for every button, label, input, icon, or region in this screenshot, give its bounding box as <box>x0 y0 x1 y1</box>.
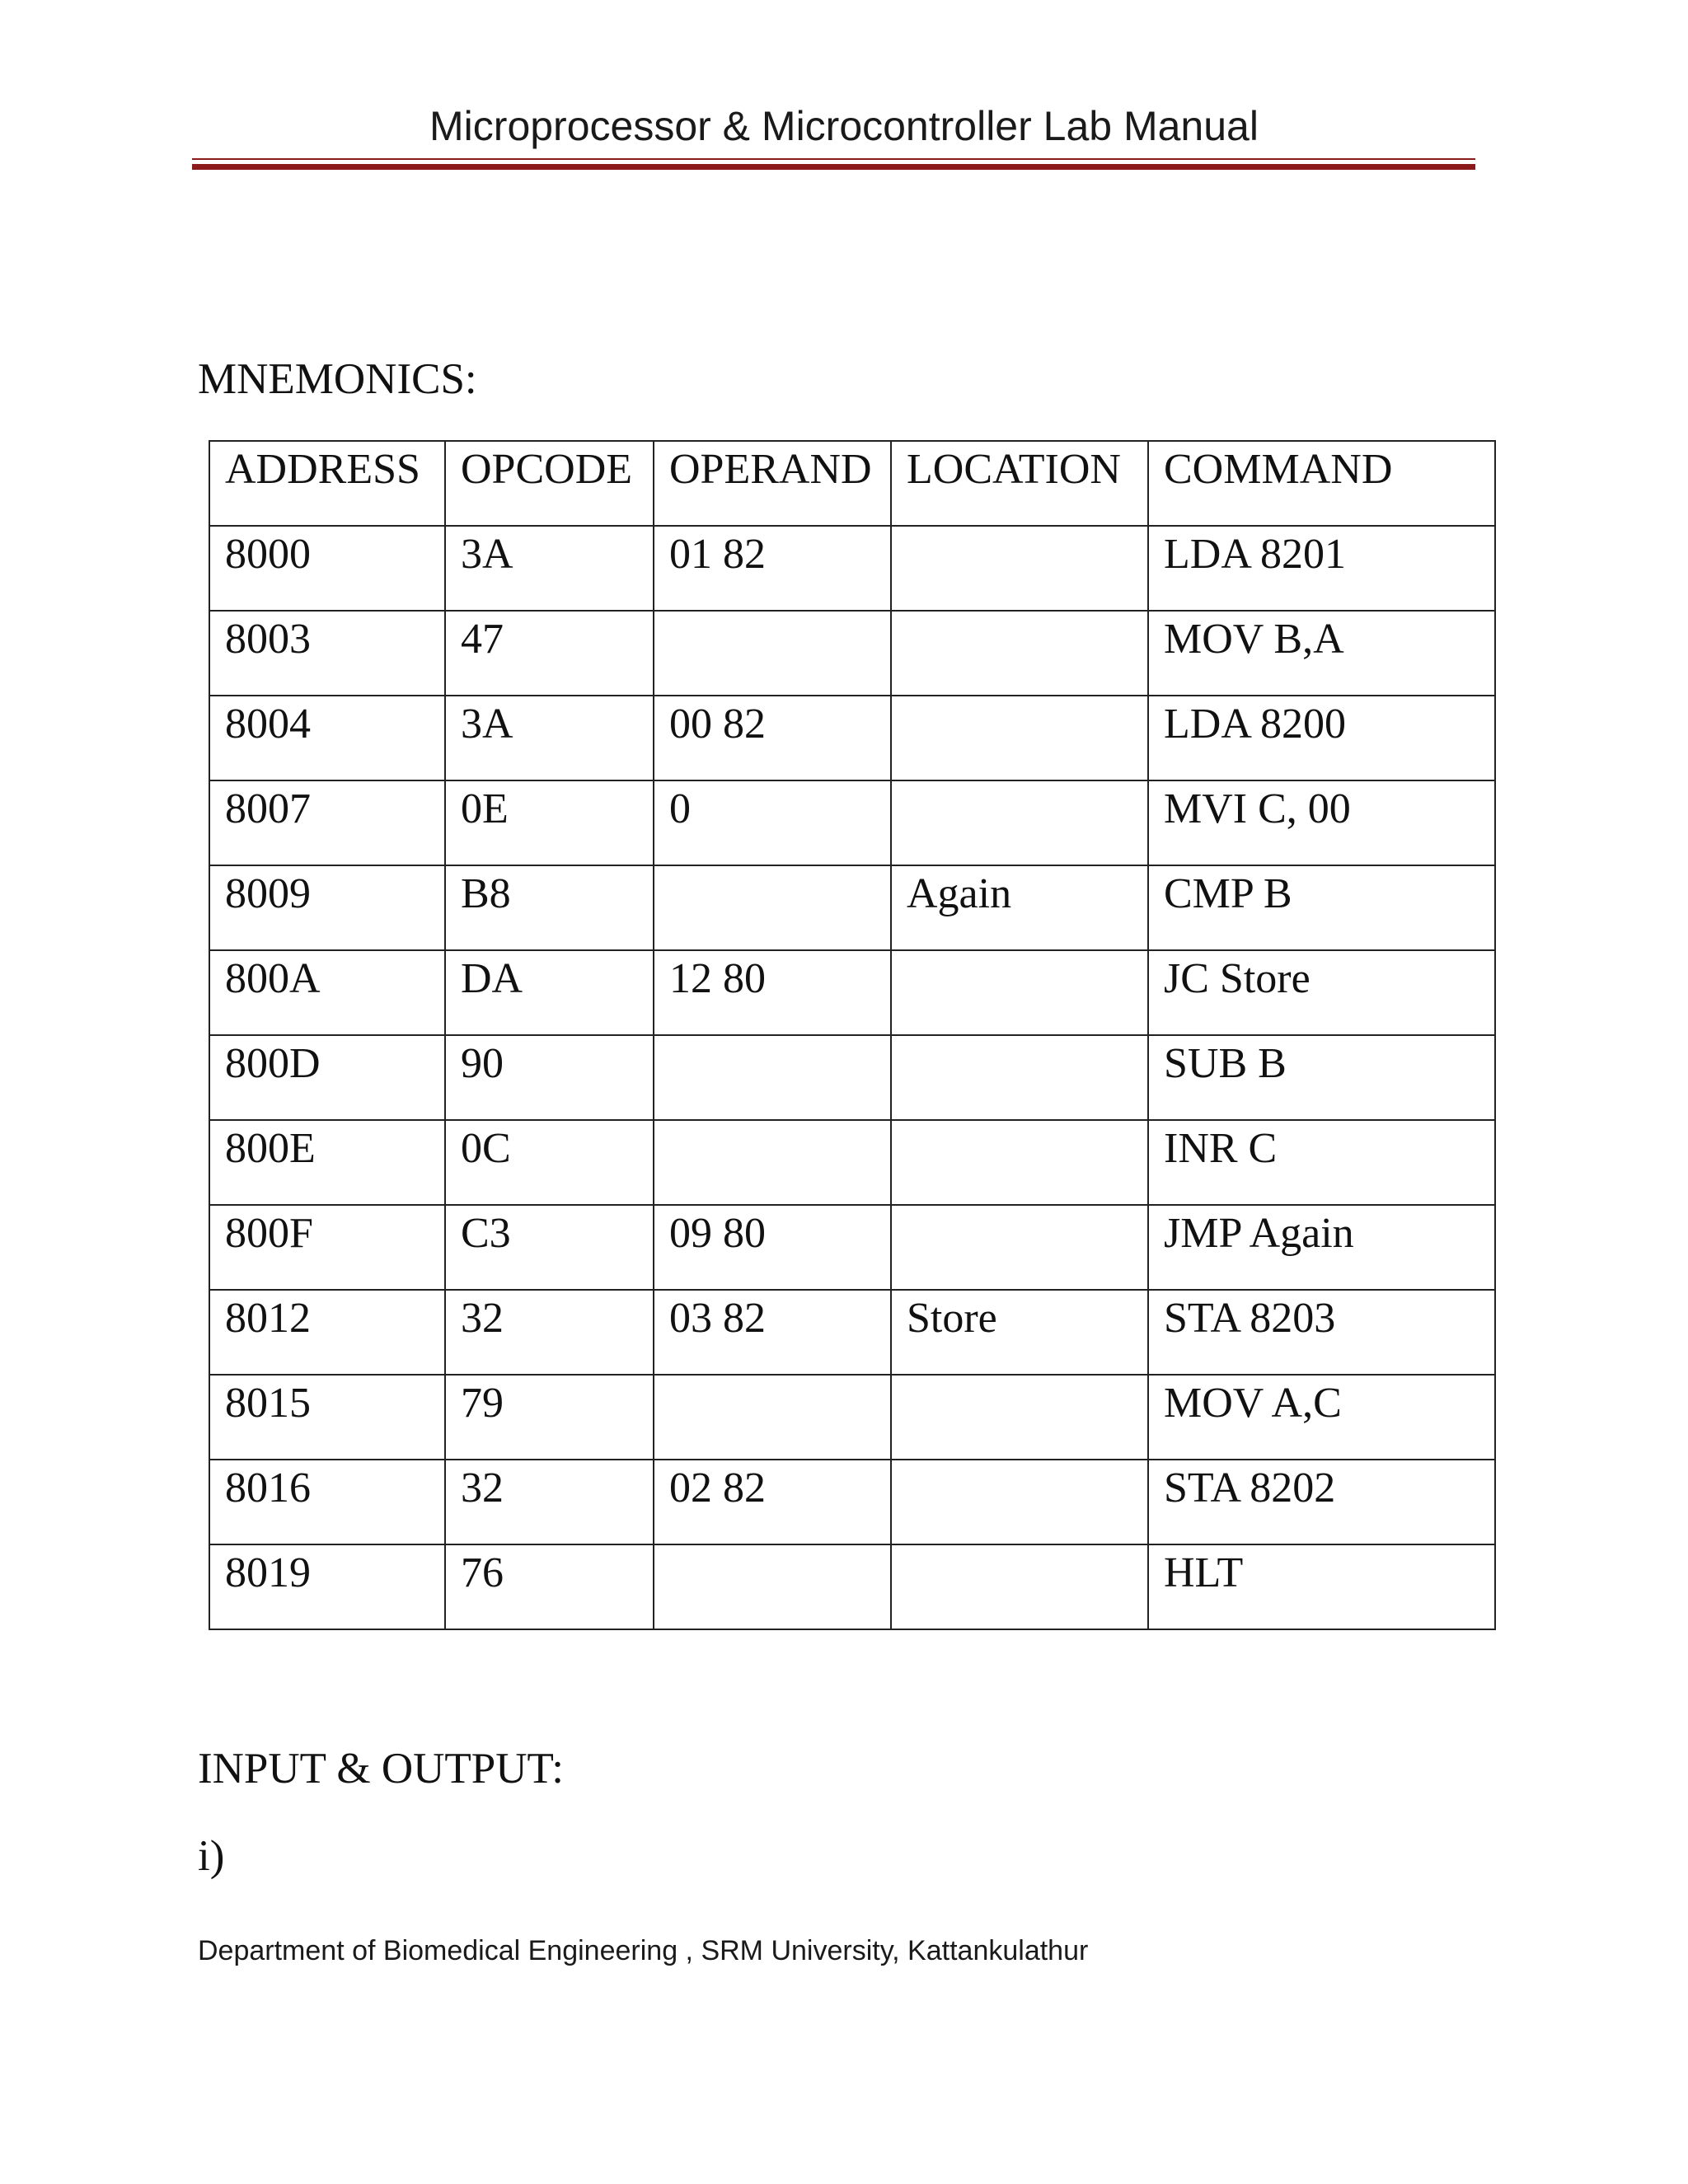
input-output-heading: INPUT & OUTPUT: <box>198 1745 564 1793</box>
cell-command: STA 8202 <box>1148 1460 1495 1544</box>
cell-command: MVI C, 00 <box>1148 780 1495 865</box>
table-body <box>209 526 1495 1629</box>
table-row <box>209 1375 1495 1460</box>
cell-operand <box>654 1120 891 1205</box>
cell-location <box>891 1120 1148 1205</box>
table-row <box>209 1120 1495 1205</box>
cell-address: 8000 <box>209 526 445 611</box>
table-row <box>209 865 1495 950</box>
cell-location <box>891 1544 1148 1629</box>
column-header-operand: OPERAND <box>654 441 891 526</box>
cell-command: CMP B <box>1148 865 1495 950</box>
mnemonics-heading: MNEMONICS: <box>198 355 477 403</box>
cell-location <box>891 950 1148 1035</box>
table-row <box>209 526 1495 611</box>
cell-opcode: 47 <box>445 611 654 696</box>
cell-address: 8007 <box>209 780 445 865</box>
io-item-label: i) <box>198 1832 225 1880</box>
cell-location: Store <box>891 1290 1148 1375</box>
cell-operand <box>654 611 891 696</box>
cell-command: LDA 8200 <box>1148 696 1495 780</box>
cell-opcode: 3A <box>445 696 654 780</box>
cell-operand <box>654 1035 891 1120</box>
cell-address: 8003 <box>209 611 445 696</box>
table-row <box>209 1035 1495 1120</box>
header-rule-thin <box>192 158 1475 160</box>
cell-operand: 0 <box>654 780 891 865</box>
cell-operand: 09 80 <box>654 1205 891 1290</box>
cell-opcode: DA <box>445 950 654 1035</box>
cell-command: INR C <box>1148 1120 1495 1205</box>
cell-command: STA 8203 <box>1148 1290 1495 1375</box>
column-header-command: COMMAND <box>1148 441 1495 526</box>
header-rule-thick <box>192 164 1475 170</box>
cell-opcode: 0E <box>445 780 654 865</box>
cell-operand <box>654 1544 891 1629</box>
table-row <box>209 1205 1495 1290</box>
page-footer: Department of Biomedical Engineering , SRM University, Kattankulathur <box>198 1935 1089 1966</box>
cell-operand: 01 82 <box>654 526 891 611</box>
cell-opcode: B8 <box>445 865 654 950</box>
table-row <box>209 696 1495 780</box>
table-row <box>209 780 1495 865</box>
cell-command: MOV B,A <box>1148 611 1495 696</box>
table-row <box>209 1290 1495 1375</box>
cell-opcode: 32 <box>445 1460 654 1544</box>
column-header-location: LOCATION <box>891 441 1148 526</box>
cell-address: 800D <box>209 1035 445 1120</box>
cell-location <box>891 1205 1148 1290</box>
cell-operand <box>654 1375 891 1460</box>
cell-location: Again <box>891 865 1148 950</box>
cell-command: LDA 8201 <box>1148 526 1495 611</box>
cell-address: 800E <box>209 1120 445 1205</box>
cell-operand: 02 82 <box>654 1460 891 1544</box>
cell-command: MOV A,C <box>1148 1375 1495 1460</box>
cell-command: JC Store <box>1148 950 1495 1035</box>
cell-opcode: 0C <box>445 1120 654 1205</box>
cell-location <box>891 696 1148 780</box>
cell-opcode: 3A <box>445 526 654 611</box>
cell-opcode: 76 <box>445 1544 654 1629</box>
table-row <box>209 611 1495 696</box>
cell-command: SUB B <box>1148 1035 1495 1120</box>
cell-address: 8016 <box>209 1460 445 1544</box>
cell-address: 8009 <box>209 865 445 950</box>
cell-address: 800A <box>209 950 445 1035</box>
cell-location <box>891 1035 1148 1120</box>
table-row <box>209 1544 1495 1629</box>
cell-operand: 00 82 <box>654 696 891 780</box>
cell-address: 800F <box>209 1205 445 1290</box>
page-header-title: Microprocessor & Microcontroller Lab Manual <box>429 103 1259 149</box>
cell-address: 8015 <box>209 1375 445 1460</box>
cell-operand <box>654 865 891 950</box>
cell-location <box>891 611 1148 696</box>
table-row <box>209 950 1495 1035</box>
table-row <box>209 1460 1495 1544</box>
cell-address: 8019 <box>209 1544 445 1629</box>
mnemonics-table <box>209 440 1496 1630</box>
cell-location <box>891 1375 1148 1460</box>
cell-opcode: 32 <box>445 1290 654 1375</box>
cell-operand: 03 82 <box>654 1290 891 1375</box>
cell-location <box>891 1460 1148 1544</box>
cell-opcode: C3 <box>445 1205 654 1290</box>
cell-opcode: 79 <box>445 1375 654 1460</box>
cell-location <box>891 780 1148 865</box>
cell-operand: 12 80 <box>654 950 891 1035</box>
cell-command: HLT <box>1148 1544 1495 1629</box>
column-header-opcode: OPCODE <box>445 441 654 526</box>
cell-address: 8004 <box>209 696 445 780</box>
table-header-row <box>209 441 1495 526</box>
cell-location <box>891 526 1148 611</box>
cell-opcode: 90 <box>445 1035 654 1120</box>
column-header-address: ADDRESS <box>209 441 445 526</box>
cell-command: JMP Again <box>1148 1205 1495 1290</box>
cell-address: 8012 <box>209 1290 445 1375</box>
